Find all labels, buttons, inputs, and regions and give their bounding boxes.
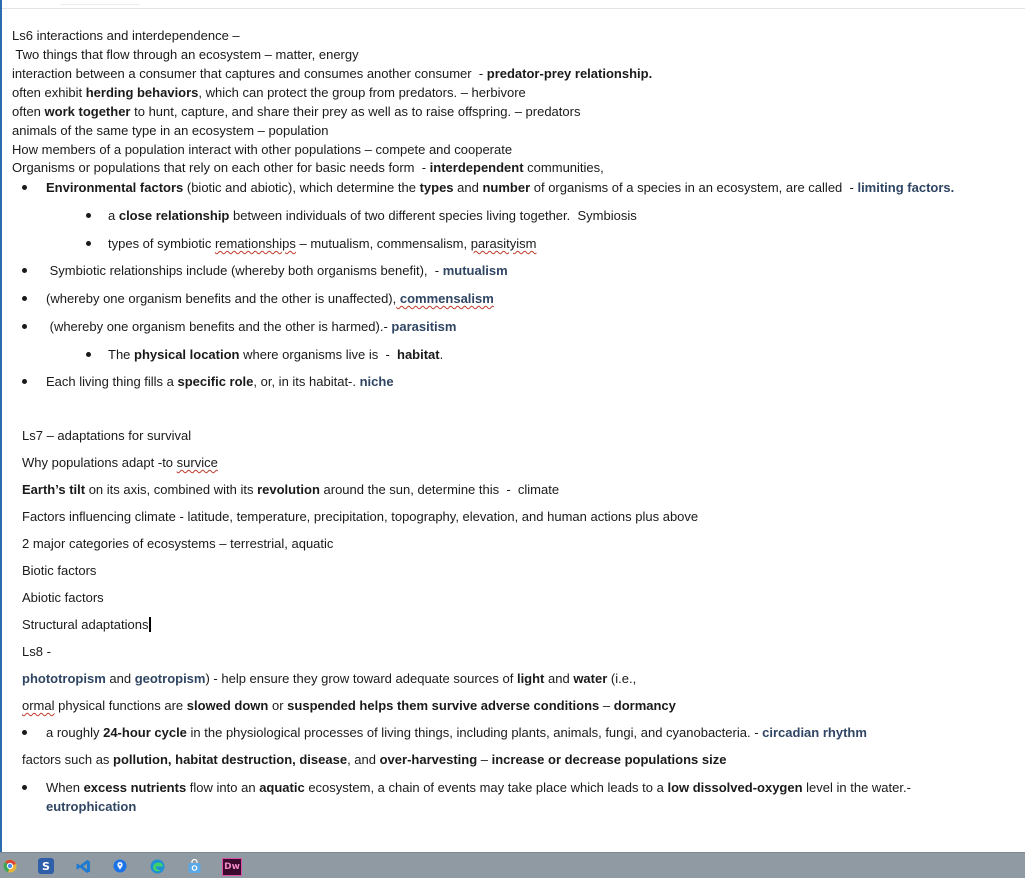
text-line: phototropism and geotropism) - help ensure they grow toward adequate sources of light and water (i.e.,	[22, 671, 637, 686]
maps-pin-icon[interactable]	[112, 858, 128, 874]
bullet	[22, 185, 27, 190]
store-bag-icon[interactable]	[186, 858, 202, 874]
bullet	[22, 296, 27, 301]
list-item: types of symbiotic remationships – mutualism, commensalism, parasityism	[108, 236, 537, 251]
list-item: (whereby one organism benefits and the other is unaffected), commensalism	[46, 291, 494, 306]
bullet	[22, 785, 27, 790]
text-line: interaction between a consumer that captures and consumes another consumer - predator-prey relationship.	[12, 66, 653, 81]
taskbar	[0, 852, 1025, 878]
list-item: Each living thing fills a specific role, or, in its habitat-. niche	[46, 374, 394, 389]
text-line: ormal physical functions are slowed down or suspended helps them survive adverse conditions – dormancy	[22, 698, 676, 713]
s-app-icon[interactable]: S	[38, 858, 54, 874]
text-cursor	[149, 617, 151, 632]
list-item: Symbiotic relationships include (whereby both organisms benefit), - mutualism	[46, 263, 508, 278]
section-heading: Ls7 – adaptations for survival	[22, 428, 192, 443]
list-item-continuation: eutrophication	[46, 799, 137, 814]
text-line: Biotic factors	[22, 563, 97, 578]
list-item: The physical location where organisms live is - habitat.	[108, 347, 444, 362]
list-item: When excess nutrients flow into an aquatic ecosystem, a chain of events may take place which leads to a low dissolved-oxygen level in the water.-	[46, 780, 911, 795]
text-line: often work together to hunt, capture, and share their prey as well as to raise offspring. – predators	[12, 104, 581, 119]
header-remnant	[60, 0, 140, 5]
list-item: Environmental factors (biotic and abiotic), which determine the types and number of organisms of a species in an ecosystem, are called - limiting factors.	[46, 180, 955, 195]
text-line: Structural adaptations	[22, 617, 151, 633]
vscode-icon[interactable]	[75, 858, 91, 874]
text-line: Factors influencing climate - latitude, temperature, precipitation, topography, elevation, and human actions plus above	[22, 509, 699, 524]
text-line: Two things that flow through an ecosystem – matter, energy	[12, 47, 359, 62]
document-left-edge	[0, 0, 2, 853]
bullet	[86, 213, 91, 218]
bullet	[86, 241, 91, 246]
list-item: a close relationship between individuals of two different species living together. Symbiosis	[108, 208, 637, 223]
text-line: Earth’s tilt on its axis, combined with its revolution around the sun, determine this - climate	[22, 482, 560, 497]
text-line: How members of a population interact with other populations – compete and cooperate	[12, 142, 513, 157]
text-line: factors such as pollution, habitat destruction, disease, and over-harvesting – increase or decrease populations size	[22, 752, 727, 767]
bullet	[22, 268, 27, 273]
list-item: a roughly 24-hour cycle in the physiological processes of living things, including plants, animals, fungi, and cyanobacteria. - circadian rhythm	[46, 725, 867, 740]
text-line: Why populations adapt -to survice	[22, 455, 218, 470]
chrome-icon[interactable]	[2, 858, 18, 874]
text-line: often exhibit herding behaviors, which can protect the group from predators. – herbivore	[12, 85, 526, 100]
text-line: 2 major categories of ecosystems – terrestrial, aquatic	[22, 536, 334, 551]
section-heading: Ls8 -	[22, 644, 51, 659]
edge-icon[interactable]	[149, 858, 165, 874]
text-line: Abiotic factors	[22, 590, 104, 605]
text-line: Ls6 interactions and interdependence –	[12, 28, 240, 43]
bullet	[86, 352, 91, 357]
bullet	[22, 379, 27, 384]
bullet	[22, 324, 27, 329]
bullet	[22, 730, 27, 735]
text-line: Organisms or populations that rely on each other for basic needs form - interdependent communities,	[12, 160, 604, 175]
text-line: animals of the same type in an ecosystem – population	[12, 123, 329, 138]
top-divider	[2, 8, 1025, 9]
dreamweaver-icon[interactable]: Dw	[222, 858, 242, 876]
list-item: (whereby one organism benefits and the other is harmed).- parasitism	[46, 319, 457, 334]
